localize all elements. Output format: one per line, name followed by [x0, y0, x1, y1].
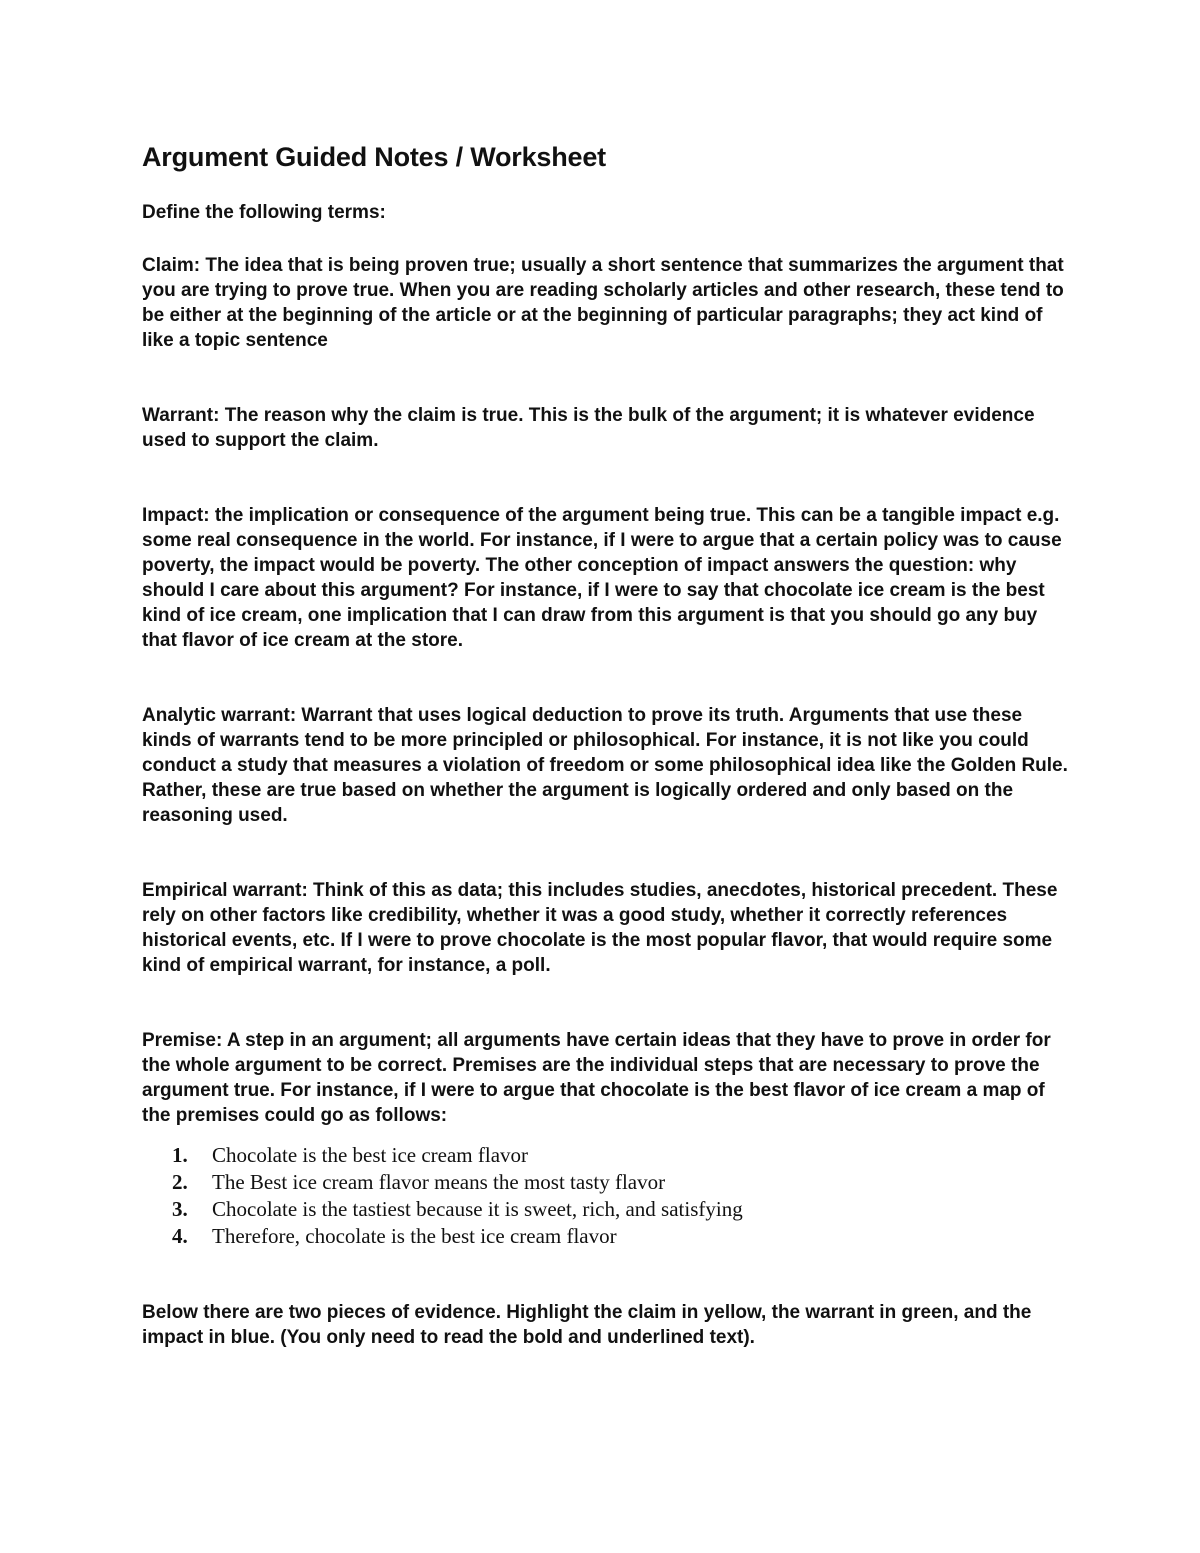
list-number: 4.	[172, 1224, 188, 1248]
list-item	[172, 1223, 1072, 1250]
list-item	[172, 1142, 1072, 1169]
worksheet-page	[142, 138, 1072, 1350]
list-item-text: Chocolate is the best ice cream flavor	[212, 1143, 529, 1167]
list-item	[172, 1196, 1072, 1223]
closing-instructions: Below there are two pieces of evidence. Highlight the claim in yellow, the warrant in green, and the impact in blue. (You only need to read the bold and underlined text).	[142, 1302, 1032, 1348]
term-premise: Premise: A step in an argument; all arguments have certain ideas that they have to prove in order for the whole argument to be correct. Premises are the individual steps that are necessary to prove the argument true. For instance, if I were to argue that chocolate is the best flavor of ice cream a map of the premises could go as follows:	[142, 1030, 1051, 1126]
list-item-text: Chocolate is the tastiest because it is sweet, rich, and satisfying	[212, 1197, 743, 1221]
term-warrant: Warrant: The reason why the claim is true. This is the bulk of the argument; it is whatever evidence used to support the claim.	[142, 405, 1035, 451]
term-impact: Impact: the implication or consequence of the argument being true. This can be a tangible impact e.g. some real consequence in the world. For instance, if I were to argue that a certain policy was to cause poverty, the impact would be poverty. The other conception of impact answers the question: why should I care about this argument? For instance, if I were to say that chocolate ice cream is the best kind of ice cream, one implication that I can draw from this argument is that you should go any buy that flavor of ice cream at the store.	[142, 505, 1062, 651]
term-analytic-warrant: Analytic warrant: Warrant that uses logical deduction to prove its truth. Arguments that use these kinds of warrants tend to be more principled or philosophical. For instance, it is not like you could conduct a study that measures a violation of freedom or some philosophical idea like the Golden Rule. Rather, these are true based on whether the argument is logically ordered and only based on the reasoning used.	[142, 705, 1068, 826]
instructions: Define the following terms:	[142, 202, 386, 223]
list-number: 3.	[172, 1197, 188, 1221]
list-number: 1.	[172, 1143, 188, 1167]
page-title: Argument Guided Notes / Worksheet	[142, 142, 606, 172]
premise-list	[142, 1142, 1072, 1250]
list-item	[172, 1169, 1072, 1196]
term-empirical-warrant: Empirical warrant: Think of this as data; this includes studies, anecdotes, historical precedent. These rely on other factors like credibility, whether it was a good study, whether it correctly references historical events, etc. If I were to prove chocolate is the most popular flavor, that would require some kind of empirical warrant, for instance, a poll.	[142, 880, 1058, 976]
term-claim: Claim: The idea that is being proven true; usually a short sentence that summarizes the argument that you are trying to prove true. When you are reading scholarly articles and other research, these tend to be either at the beginning of the article or at the beginning of particular paragraphs; they act kind of like a topic sentence	[142, 255, 1064, 351]
list-number: 2.	[172, 1170, 188, 1194]
list-item-text: Therefore, chocolate is the best ice cream flavor	[212, 1224, 617, 1248]
list-item-text: The Best ice cream flavor means the most tasty flavor	[212, 1170, 666, 1194]
